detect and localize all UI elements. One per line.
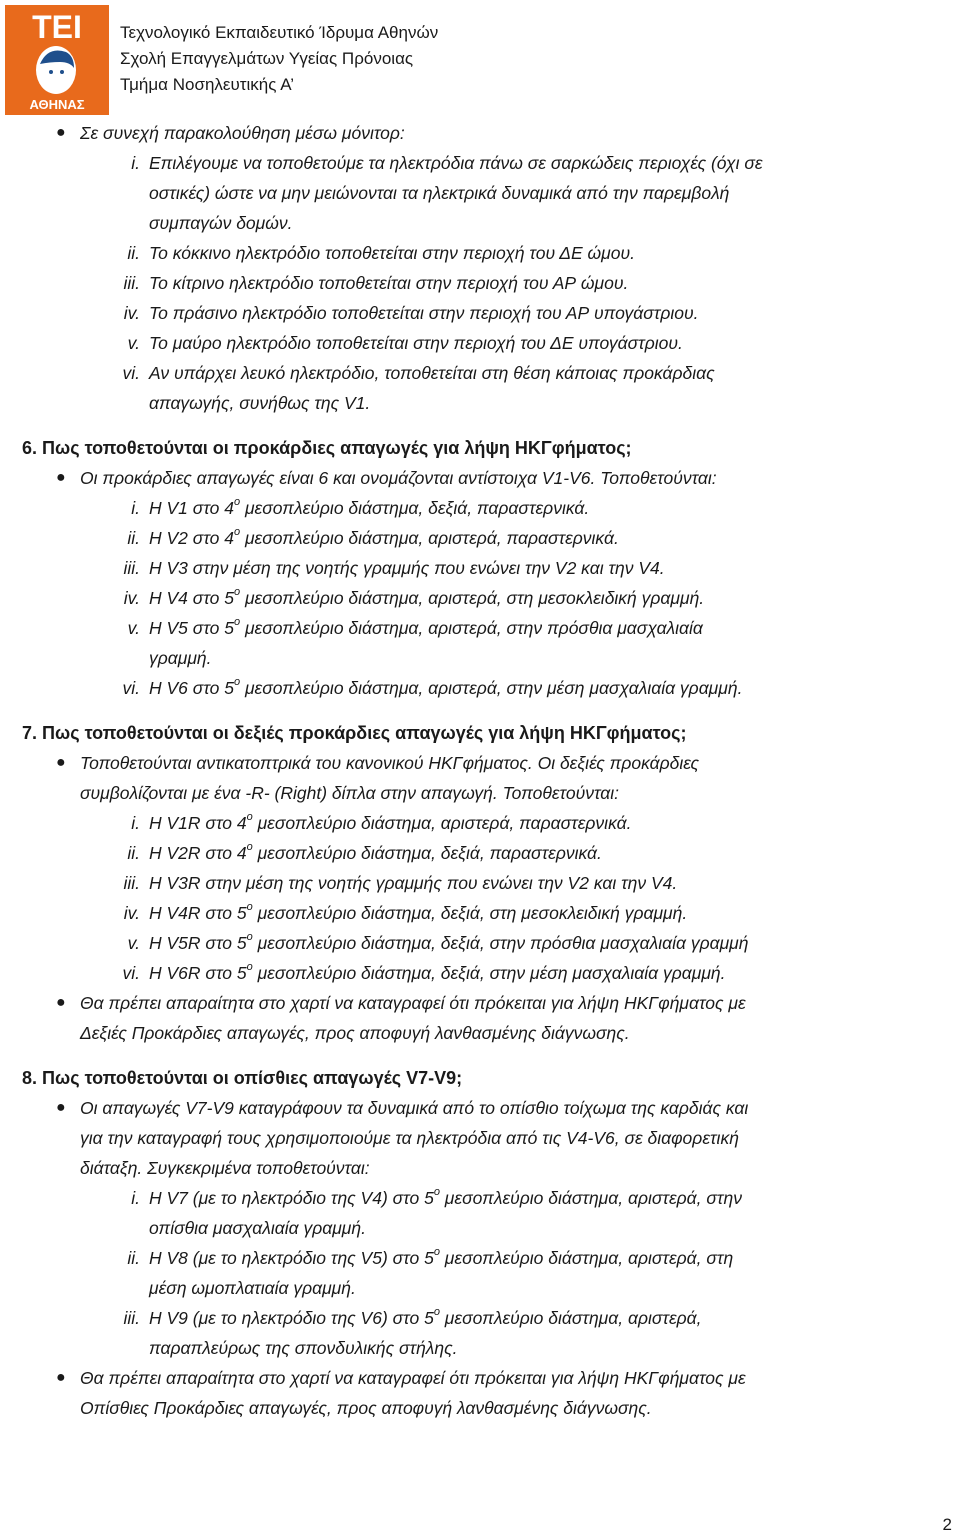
bullet-icon: ● [56,994,66,1011]
item-text: Η V4 στο $5^o$ μεσοπλεύριο διάστημα, αριστερά, στη μεσοκλειδική γραμμή. [149,586,705,608]
item-text: απαγωγής, συνήθως της V1. [149,393,371,413]
item-number: i. [131,813,140,833]
item-number: i. [131,1188,140,1208]
bullet-continuation [0,778,960,808]
item-text: Η V4R στο $5^o$ μεσοπλεύριο διάστημα, δεξιά, στη μεσοκλειδική γραμμή. [149,901,688,923]
item-text: Η V2R στο $4^o$ μεσοπλεύριο διάστημα, δεξιά, παραστερνικά. [149,841,602,863]
list-item [0,613,960,643]
item-text: γραμμή. [149,648,212,668]
bullet-text: Σε συνεχή παρακολούθηση μέσω μόνιτορ: [80,123,405,143]
item-text: Η V2 στο $4^o$ μεσοπλεύριο διάστημα, αριστερά, παραστερνικά. [149,526,619,548]
list-item [0,463,960,493]
bullet-icon: ● [56,754,66,771]
list-item [0,958,960,988]
item-text: Η V9 (με το ηλεκτρόδιο της V6) στο $5^o$ μεσοπλεύριο διάστημα, αριστερά, [149,1306,702,1328]
list-item [0,553,960,583]
item-number: vi. [122,963,140,983]
item-text: Η V1 στο $4^o$ μεσοπλεύριο διάστημα, δεξιά, παραστερνικά. [149,496,590,518]
list-item [0,238,960,268]
list-item [0,1243,960,1273]
bullet-text: Οπίσθιες Προκάρδιες απαγωγές, προς αποφυγή λανθασμένης διάγνωσης. [80,1398,652,1418]
item-text: Η V3 στην μέση της νοητής γραμμής που ενώνει την V2 και την V4. [149,558,665,578]
list-item [0,1303,960,1333]
item-number: vi. [122,678,140,698]
item-continuation [0,178,960,208]
item-number: v. [127,933,140,953]
list-item [0,148,960,178]
item-continuation [0,643,960,673]
list-item [0,268,960,298]
bullet-continuation [0,1018,960,1063]
bullet-text: Οι προκάρδιες απαγωγές είναι 6 και ονομάζονται αντίστοιχα V1-V6. Τοποθετούνται: [80,468,717,488]
bullet-icon: ● [56,469,66,486]
document-body [0,118,960,1423]
bullet-continuation [0,1153,960,1183]
heading-text: 7. Πως τοποθετούνται οι δεξιές προκάρδιες απαγωγές για λήψη ΗΚΓφήματος; [22,723,687,743]
item-number: iii. [123,1308,140,1328]
item-number: ii. [127,243,140,263]
item-number: i. [131,153,140,173]
section-heading-7 [0,718,960,748]
list-item [0,328,960,358]
item-text: Η V6 στο $5^o$ μεσοπλεύριο διάστημα, αριστερά, στην μέση μασχαλιαία γραμμή. [149,676,743,698]
item-number: ii. [127,528,140,548]
item-text: Το μαύρο ηλεκτρόδιο τοποθετείται στην περιοχή του ΔΕ υπογάστριου. [149,333,683,353]
logo-text-bottom: ΑΘΗΝΑΣ [29,97,85,112]
item-number: vi. [122,363,140,383]
item-number: v. [127,333,140,353]
item-number: iii. [123,873,140,893]
bullet-text: για την καταγραφή τους χρησιμοποιούμε τα ηλεκτρόδια από τις V4-V6, σε διαφορετική [80,1128,739,1148]
item-number: iv. [123,303,140,323]
page-number: 2 [942,1515,952,1534]
bullet-icon: ● [56,124,66,141]
item-number: i. [131,498,140,518]
list-item [0,928,960,958]
header-department: Τμήμα Νοσηλευτικής Α’ [120,75,295,94]
list-item [0,118,960,148]
list-item [0,493,960,523]
bullet-continuation [0,1123,960,1153]
item-text: Η V5R στο $5^o$ μεσοπλεύριο διάστημα, δεξιά, στην πρόσθια μασχαλιαία γραμμή [149,931,749,953]
list-item [0,1183,960,1213]
heading-text: 8. Πως τοποθετούνται οι οπίσθιες απαγωγές V7-V9; [22,1068,463,1088]
heading-text: 6. Πως τοποθετούνται οι προκάρδιες απαγωγές για λήψη ΗΚΓφήματος; [22,438,632,458]
list-item [0,583,960,613]
item-continuation [0,1213,960,1243]
list-item [0,748,960,778]
bullet-text: Θα πρέπει απαραίτητα στο χαρτί να καταγραφεί ότι πρόκειται για λήψη ΗΚΓφήματος με [80,1368,746,1388]
item-text: συμπαγών δομών. [149,213,293,233]
item-continuation [0,1333,960,1363]
bullet-icon: ● [56,1369,66,1386]
item-number: ii. [127,1248,140,1268]
item-text: Η V3R στην μέση της νοητής γραμμής που ενώνει την V2 και την V4. [149,873,678,893]
item-text: Η V6R στο $5^o$ μεσοπλεύριο διάστημα, δεξιά, στην μέση μασχαλιαία γραμμή. [149,961,726,983]
bullet-text: Οι απαγωγές V7-V9 καταγράφουν τα δυναμικά από το οπίσθιο τοίχωμα της καρδιάς και [80,1098,749,1118]
list-item [0,298,960,328]
item-number: ii. [127,843,140,863]
bullet-text: Τοποθετούνται αντικατοπτρικά του κανονικού ΗΚΓφήματος. Οι δεξιές προκάρδιες [80,753,700,773]
item-text: παραπλεύρως της σπονδυλικής στήλης. [149,1338,458,1358]
list-item [0,838,960,868]
list-item [0,358,960,388]
item-text: Η V8 (με το ηλεκτρόδιο της V5) στο $5^o$ μεσοπλεύριο διάστημα, αριστερά, στη [149,1246,734,1268]
item-text: Η V1R στο $4^o$ μεσοπλεύριο διάστημα, αριστερά, παραστερνικά. [149,811,632,833]
bullet-text: Θα πρέπει απαραίτητα στο χαρτί να καταγραφεί ότι πρόκειται για λήψη ΗΚΓφήματος με [80,993,746,1013]
list-item [0,673,960,718]
list-item [0,898,960,928]
logo-text-top: ΤΕΙ [32,9,82,45]
item-text: Η V5 στο $5^o$ μεσοπλεύριο διάστημα, αριστερά, στην πρόσθια μασχαλιαία [149,616,703,638]
item-text: οπίσθια μασχαλιαία γραμμή. [149,1218,366,1238]
list-item [0,808,960,838]
list-item [0,1093,960,1123]
item-text: οστικές) ώστε να μην μειώνονται τα ηλεκτρικά δυναμικά από την παρεμβολή [149,183,730,203]
list-item [0,523,960,553]
item-number: iii. [123,273,140,293]
list-item [0,988,960,1018]
item-text: Το πράσινο ηλεκτρόδιο τοποθετείται στην περιοχή του ΑΡ υπογάστριου. [149,303,699,323]
bullet-text: διάταξη. Συγκεκριμένα τοποθετούνται: [80,1158,370,1178]
list-item [0,868,960,898]
bullet-text: συμβολίζονται με ένα -R- (Right) δίπλα στην απαγωγή. Τοποθετούνται: [80,783,619,803]
section-heading-6 [0,433,960,463]
header-institution: Τεχνολογικό Εκπαιδευτικό Ίδρυμα Αθηνών [120,23,439,42]
item-text: Αν υπάρχει λευκό ηλεκτρόδιο, τοποθετείται στη θέση κάποιας προκάρδιας [149,363,715,383]
item-text: Επιλέγουμε να τοποθετούμε τα ηλεκτρόδια πάνω σε σαρκώδεις περιοχές (όχι σε [149,153,763,173]
item-number: v. [127,618,140,638]
bullet-icon: ● [56,1099,66,1116]
item-number: iv. [123,903,140,923]
item-continuation [0,388,960,433]
item-text: Η V7 (με το ηλεκτρόδιο της V4) στο $5^o$ μεσοπλεύριο διάστημα, αριστερά, στην [149,1186,742,1208]
bullet-text: Δεξιές Προκάρδιες απαγωγές, προς αποφυγή λανθασμένης διάγνωσης. [80,1023,630,1043]
page-header [120,20,438,98]
item-text: Το κίτρινο ηλεκτρόδιο τοποθετείται στην περιοχή του ΑΡ ώμου. [149,273,629,293]
item-number: iv. [123,588,140,608]
item-continuation [0,208,960,238]
item-text: Το κόκκινο ηλεκτρόδιο τοποθετείται στην περιοχή του ΔΕ ώμου. [149,243,635,263]
item-continuation [0,1273,960,1303]
section-heading-8 [0,1063,960,1093]
institution-logo [4,4,110,116]
item-text: μέση ωμοπλατιαία γραμμή. [149,1278,356,1298]
bullet-continuation [0,1393,960,1423]
item-number: iii. [123,558,140,578]
list-item [0,1363,960,1393]
header-school: Σχολή Επαγγελμάτων Υγείας Πρόνοιας [120,49,414,68]
